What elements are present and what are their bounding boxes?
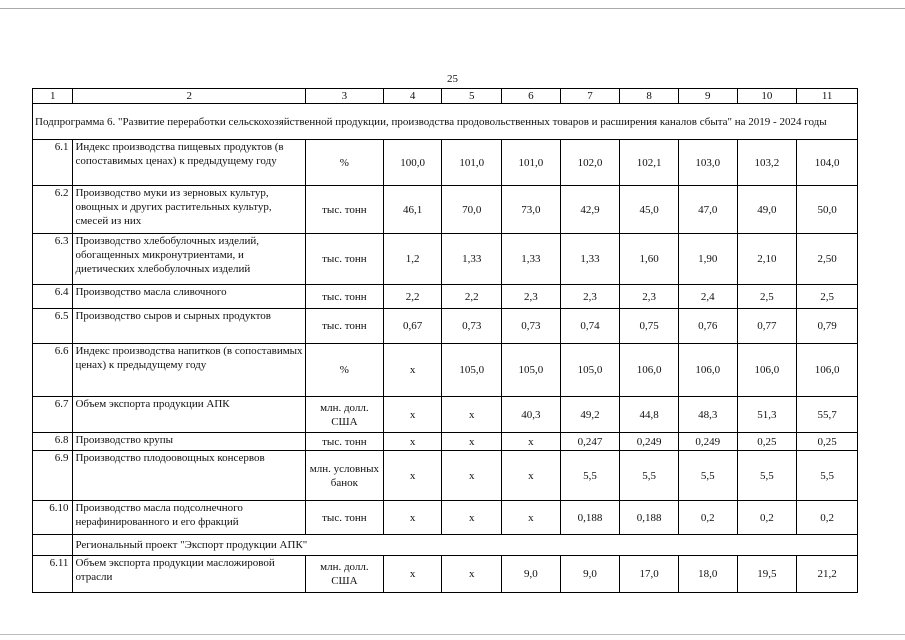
indicator-value: 106,0 — [737, 344, 797, 397]
indicator-value: 18,0 — [678, 556, 737, 593]
indicator-value: 104,0 — [797, 140, 858, 186]
indicator-value: 2,4 — [678, 285, 737, 309]
indicator-number: 6.3 — [33, 234, 73, 285]
indicator-value: х — [383, 451, 442, 501]
indicator-value: 0,247 — [560, 433, 620, 451]
table-row — [33, 433, 858, 451]
scan-edge — [0, 634, 905, 635]
indicator-value: х — [442, 397, 502, 433]
indicator-value: 40,3 — [502, 397, 561, 433]
indicator-value: 106,0 — [678, 344, 737, 397]
page-number: 25 — [447, 73, 458, 85]
indicator-unit: тыс. тонн — [305, 186, 383, 234]
table-row — [33, 285, 858, 309]
indicator-value: 2,10 — [737, 234, 797, 285]
indicator-value: 0,73 — [502, 309, 561, 344]
column-header: 8 — [620, 89, 679, 104]
indicator-value: 102,1 — [620, 140, 679, 186]
table-row — [33, 344, 858, 397]
indicator-number: 6.5 — [33, 309, 73, 344]
indicator-value: 100,0 — [383, 140, 442, 186]
indicator-number: 6.10 — [33, 501, 73, 535]
column-header: 3 — [305, 89, 383, 104]
indicator-value: 5,5 — [678, 451, 737, 501]
indicator-name: Индекс производства пищевых продуктов (в сопоставимых ценах) к предыдущему году — [73, 140, 306, 186]
indicator-value: 46,1 — [383, 186, 442, 234]
indicator-value: х — [383, 433, 442, 451]
indicator-number: 6.1 — [33, 140, 73, 186]
indicator-value: 2,2 — [383, 285, 442, 309]
indicator-unit: тыс. тонн — [305, 234, 383, 285]
empty-cell — [33, 535, 73, 556]
indicator-value: 9,0 — [560, 556, 620, 593]
indicator-value: 2,3 — [620, 285, 679, 309]
column-header: 5 — [442, 89, 502, 104]
indicator-value: 0,2 — [678, 501, 737, 535]
indicator-value: 0,75 — [620, 309, 679, 344]
indicator-value: 47,0 — [678, 186, 737, 234]
indicator-value: х — [442, 556, 502, 593]
indicator-value: 9,0 — [502, 556, 561, 593]
indicator-value: 48,3 — [678, 397, 737, 433]
indicator-value: 1,33 — [442, 234, 502, 285]
indicator-number: 6.7 — [33, 397, 73, 433]
table-row — [33, 397, 858, 433]
subprogram-title: Подпрограмма 6. "Развитие переработки сельскохозяйственной продукции, производства продовольственных товаров и расширения каналов сбыта" на 2019 - 2024 годы — [33, 104, 858, 140]
indicator-value: 1,90 — [678, 234, 737, 285]
indicator-value: 105,0 — [502, 344, 561, 397]
indicator-value: 0,2 — [797, 501, 858, 535]
indicator-name: Производство плодоовощных консервов — [73, 451, 306, 501]
indicator-rows — [33, 140, 858, 535]
indicator-value: 55,7 — [797, 397, 858, 433]
indicator-value: 0,25 — [737, 433, 797, 451]
indicator-number: 6.11 — [33, 556, 73, 593]
indicator-value: 45,0 — [620, 186, 679, 234]
indicator-unit: тыс. тонн — [305, 285, 383, 309]
indicator-name: Производство крупы — [73, 433, 306, 451]
indicator-unit: тыс. тонн — [305, 433, 383, 451]
indicator-value: 102,0 — [560, 140, 620, 186]
indicator-value: 44,8 — [620, 397, 679, 433]
indicator-name: Индекс производства напитков (в сопоставимых ценах) к предыдущему году — [73, 344, 306, 397]
indicator-unit: тыс. тонн — [305, 309, 383, 344]
indicator-number: 6.4 — [33, 285, 73, 309]
indicator-value: 5,5 — [737, 451, 797, 501]
indicator-value: 73,0 — [502, 186, 561, 234]
column-header: 1 — [33, 89, 73, 104]
indicators-table — [32, 88, 858, 593]
indicator-value: 0,74 — [560, 309, 620, 344]
column-header: 4 — [383, 89, 442, 104]
indicator-value: 106,0 — [797, 344, 858, 397]
indicator-value: 70,0 — [442, 186, 502, 234]
indicator-value: 1,33 — [560, 234, 620, 285]
indicator-value: 50,0 — [797, 186, 858, 234]
regional-project-rows — [33, 556, 858, 593]
indicator-name: Производство сыров и сырных продуктов — [73, 309, 306, 344]
table-row — [33, 309, 858, 344]
indicator-value: 42,9 — [560, 186, 620, 234]
indicator-value: 51,3 — [737, 397, 797, 433]
indicator-name: Объем экспорта продукции АПК — [73, 397, 306, 433]
indicator-name: Производство масла сливочного — [73, 285, 306, 309]
indicator-value: х — [502, 501, 561, 535]
indicator-value: 2,2 — [442, 285, 502, 309]
indicator-value: 1,33 — [502, 234, 561, 285]
indicator-value: 0,249 — [620, 433, 679, 451]
table-row — [33, 451, 858, 501]
column-header: 10 — [737, 89, 797, 104]
indicator-value: 0,188 — [620, 501, 679, 535]
indicator-value: х — [383, 397, 442, 433]
subprogram-row — [33, 104, 858, 140]
indicator-unit: % — [305, 140, 383, 186]
indicator-number: 6.9 — [33, 451, 73, 501]
indicator-value: х — [442, 451, 502, 501]
indicator-value: 0,249 — [678, 433, 737, 451]
indicator-unit: млн. долл. США — [305, 556, 383, 593]
indicator-value: 21,2 — [797, 556, 858, 593]
indicator-value: 2,5 — [797, 285, 858, 309]
column-number-row — [33, 89, 858, 104]
indicator-value: 2,5 — [737, 285, 797, 309]
indicator-name: Производство муки из зерновых культур, овощных и других растительных культур, смесей из них — [73, 186, 306, 234]
indicator-name: Производство хлебобулочных изделий, обогащенных микронутриентами, и диетических хлебобулочных изделий — [73, 234, 306, 285]
indicator-value: 17,0 — [620, 556, 679, 593]
indicator-value: 0,73 — [442, 309, 502, 344]
indicator-number: 6.6 — [33, 344, 73, 397]
indicator-value: х — [502, 451, 561, 501]
indicator-value: 1,2 — [383, 234, 442, 285]
indicator-value: 5,5 — [797, 451, 858, 501]
column-header: 2 — [73, 89, 306, 104]
column-header: 6 — [502, 89, 561, 104]
indicator-value: 106,0 — [620, 344, 679, 397]
indicator-value: 49,2 — [560, 397, 620, 433]
indicator-value: 105,0 — [560, 344, 620, 397]
indicator-value: х — [383, 344, 442, 397]
indicator-unit: тыс. тонн — [305, 501, 383, 535]
indicator-value: 2,3 — [560, 285, 620, 309]
indicator-value: 1,60 — [620, 234, 679, 285]
indicator-value: 5,5 — [560, 451, 620, 501]
indicator-value: х — [383, 501, 442, 535]
scan-edge — [0, 8, 905, 9]
indicator-name: Объем экспорта продукции масложировой отрасли — [73, 556, 306, 593]
indicator-value: 103,0 — [678, 140, 737, 186]
column-header: 9 — [678, 89, 737, 104]
indicator-name: Производство масла подсолнечного нерафинированного и его фракций — [73, 501, 306, 535]
indicator-number: 6.8 — [33, 433, 73, 451]
indicator-value: х — [442, 433, 502, 451]
indicator-value: 2,3 — [502, 285, 561, 309]
table-row — [33, 556, 858, 593]
table-row — [33, 140, 858, 186]
table-row — [33, 501, 858, 535]
table-row — [33, 234, 858, 285]
indicator-value: 49,0 — [737, 186, 797, 234]
indicator-value: 19,5 — [737, 556, 797, 593]
indicator-value: 0,77 — [737, 309, 797, 344]
indicator-value: 0,79 — [797, 309, 858, 344]
indicator-value: 101,0 — [502, 140, 561, 186]
indicator-number: 6.2 — [33, 186, 73, 234]
regional-project-title: Региональный проект "Экспорт продукции АПК" — [73, 535, 858, 556]
table-row — [33, 186, 858, 234]
column-header: 11 — [797, 89, 858, 104]
regional-project-row — [33, 535, 858, 556]
indicator-value: 2,50 — [797, 234, 858, 285]
indicator-value: х — [442, 501, 502, 535]
indicator-value: 0,76 — [678, 309, 737, 344]
indicator-value: 5,5 — [620, 451, 679, 501]
indicator-value: 0,188 — [560, 501, 620, 535]
indicator-value: 0,2 — [737, 501, 797, 535]
indicator-unit: % — [305, 344, 383, 397]
indicator-value: 103,2 — [737, 140, 797, 186]
indicator-value: х — [502, 433, 561, 451]
indicator-value: 0,25 — [797, 433, 858, 451]
indicator-value: 0,67 — [383, 309, 442, 344]
indicator-value: 105,0 — [442, 344, 502, 397]
indicator-value: х — [383, 556, 442, 593]
indicator-unit: млн. долл. США — [305, 397, 383, 433]
indicator-value: 101,0 — [442, 140, 502, 186]
column-header: 7 — [560, 89, 620, 104]
indicator-unit: млн. условных банок — [305, 451, 383, 501]
